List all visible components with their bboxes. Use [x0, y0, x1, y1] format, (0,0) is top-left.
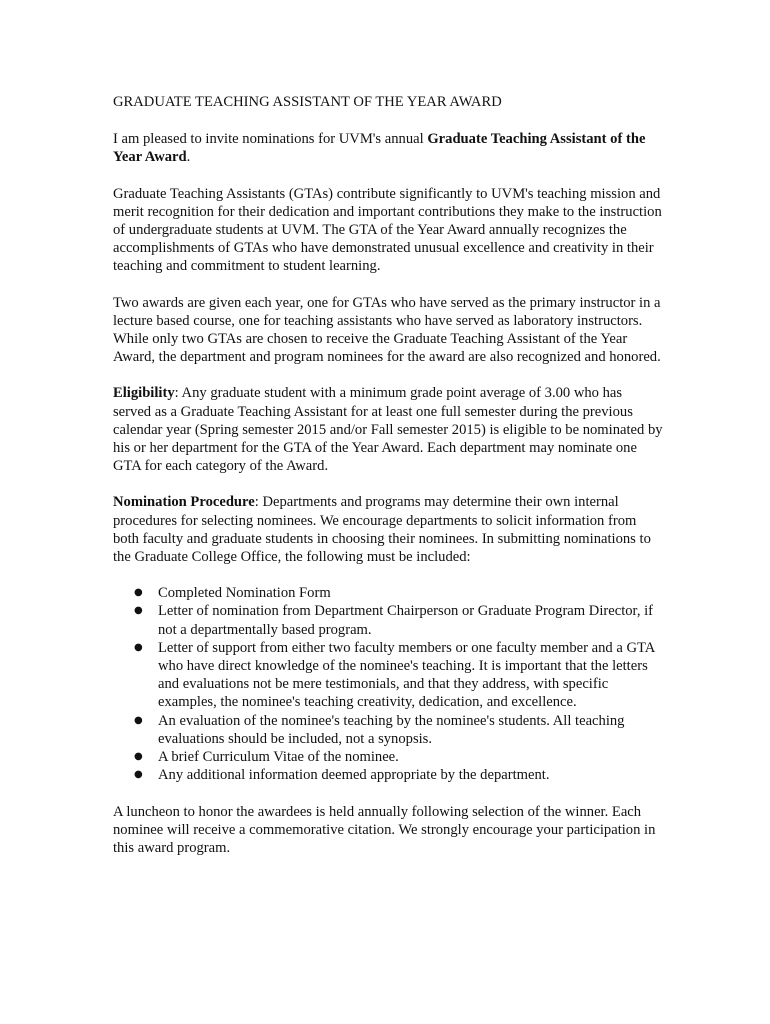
list-item-text: Completed Nomination Form — [158, 585, 331, 602]
awards-paragraph: Two awards are given each year, one for GTAs who have served as the primary instructor in a lecture based course, one for teaching assistants who have served as laboratory instructors. While only two GTAs are chosen to receive the Graduate Teaching Assistant of the Year Award, the department and program nominees for the award are also recognized and honored. — [113, 294, 661, 366]
list-item-text: An evaluation of the nominee's teaching by the nominee's students. All teaching evaluations should be included, not a synopsis. — [158, 712, 625, 747]
eligibility-text: : Any graduate student with a minimum grade point average of 3.00 who has served as a Graduate Teaching Assistant for at least one full semester during the previous calendar year (Spring semester 2015 and/or Fall semester 2015) is eligible to be nominated by his or her department for the GTA of the Year Award. Each department may nominate one GTA for each category of the Award. — [113, 385, 663, 475]
bullet-icon: ● — [134, 605, 143, 617]
list-item — [113, 639, 663, 712]
intro-tail: . — [186, 149, 191, 166]
intro-paragraph — [113, 130, 663, 166]
list-item-text: Any additional information deemed appropriate by the department. — [158, 767, 550, 784]
nomination-paragraph — [113, 493, 663, 566]
nomination-text: : Departments and programs may determine their own internal procedures for selecting nominees. We encourage departments to solicit information from both faculty and graduate students in choosing their nominees. In submitting nominations to the Graduate College Office, the following must be included: — [113, 494, 651, 566]
nomination-label: Nomination Procedure — [113, 494, 255, 511]
award-name: Graduate Teaching Assistant of the Year Award — [113, 131, 646, 166]
gtas-paragraph: Graduate Teaching Assistants (GTAs) contribute significantly to UVM's teaching mission and merit recognition for their dedication and important contributions they make to the instruction of undergraduate students at UVM. The GTA of the Year Award annually recognizes the accomplishments of GTAs who have demonstrated unusual excellence and creativity in their teaching and commitment to student learning. — [113, 185, 662, 275]
eligibility-label: Eligibility — [113, 385, 175, 402]
bullet-icon: ● — [134, 751, 143, 763]
list-item — [113, 584, 663, 602]
document-page — [113, 93, 663, 875]
bullet-icon: ● — [134, 641, 143, 653]
list-item-text: A brief Curriculum Vitae of the nominee. — [158, 749, 399, 766]
list-item — [113, 748, 663, 766]
bullet-icon: ● — [134, 714, 143, 726]
bullet-icon: ● — [134, 587, 143, 599]
list-item-text: Letter of nomination from Department Chairperson or Graduate Program Director, if not a departmentally based program. — [158, 603, 654, 638]
document-title: GRADUATE TEACHING ASSISTANT OF THE YEAR AWARD — [113, 94, 502, 110]
list-item — [113, 766, 663, 784]
intro-lead: I am pleased to invite nominations for UVM's annual — [113, 131, 428, 148]
closing-paragraph: A luncheon to honor the awardees is held annually following selection of the winner. Each nominee will receive a commemorative citation. We strongly encourage your participation in this award program. — [113, 803, 656, 856]
list-item — [113, 712, 663, 748]
requirements-list — [113, 584, 663, 784]
bullet-icon: ● — [134, 769, 143, 781]
eligibility-paragraph — [113, 384, 663, 475]
list-item-text: Letter of support from either two faculty members or one faculty member and a GTA who have direct knowledge of the nominee's teaching. It is important that the letters and evaluations not be mere testimonials, and that they address, with specific examples, the nominee's teaching creativity, dedication, and excellence. — [158, 639, 655, 711]
list-item — [113, 602, 663, 638]
